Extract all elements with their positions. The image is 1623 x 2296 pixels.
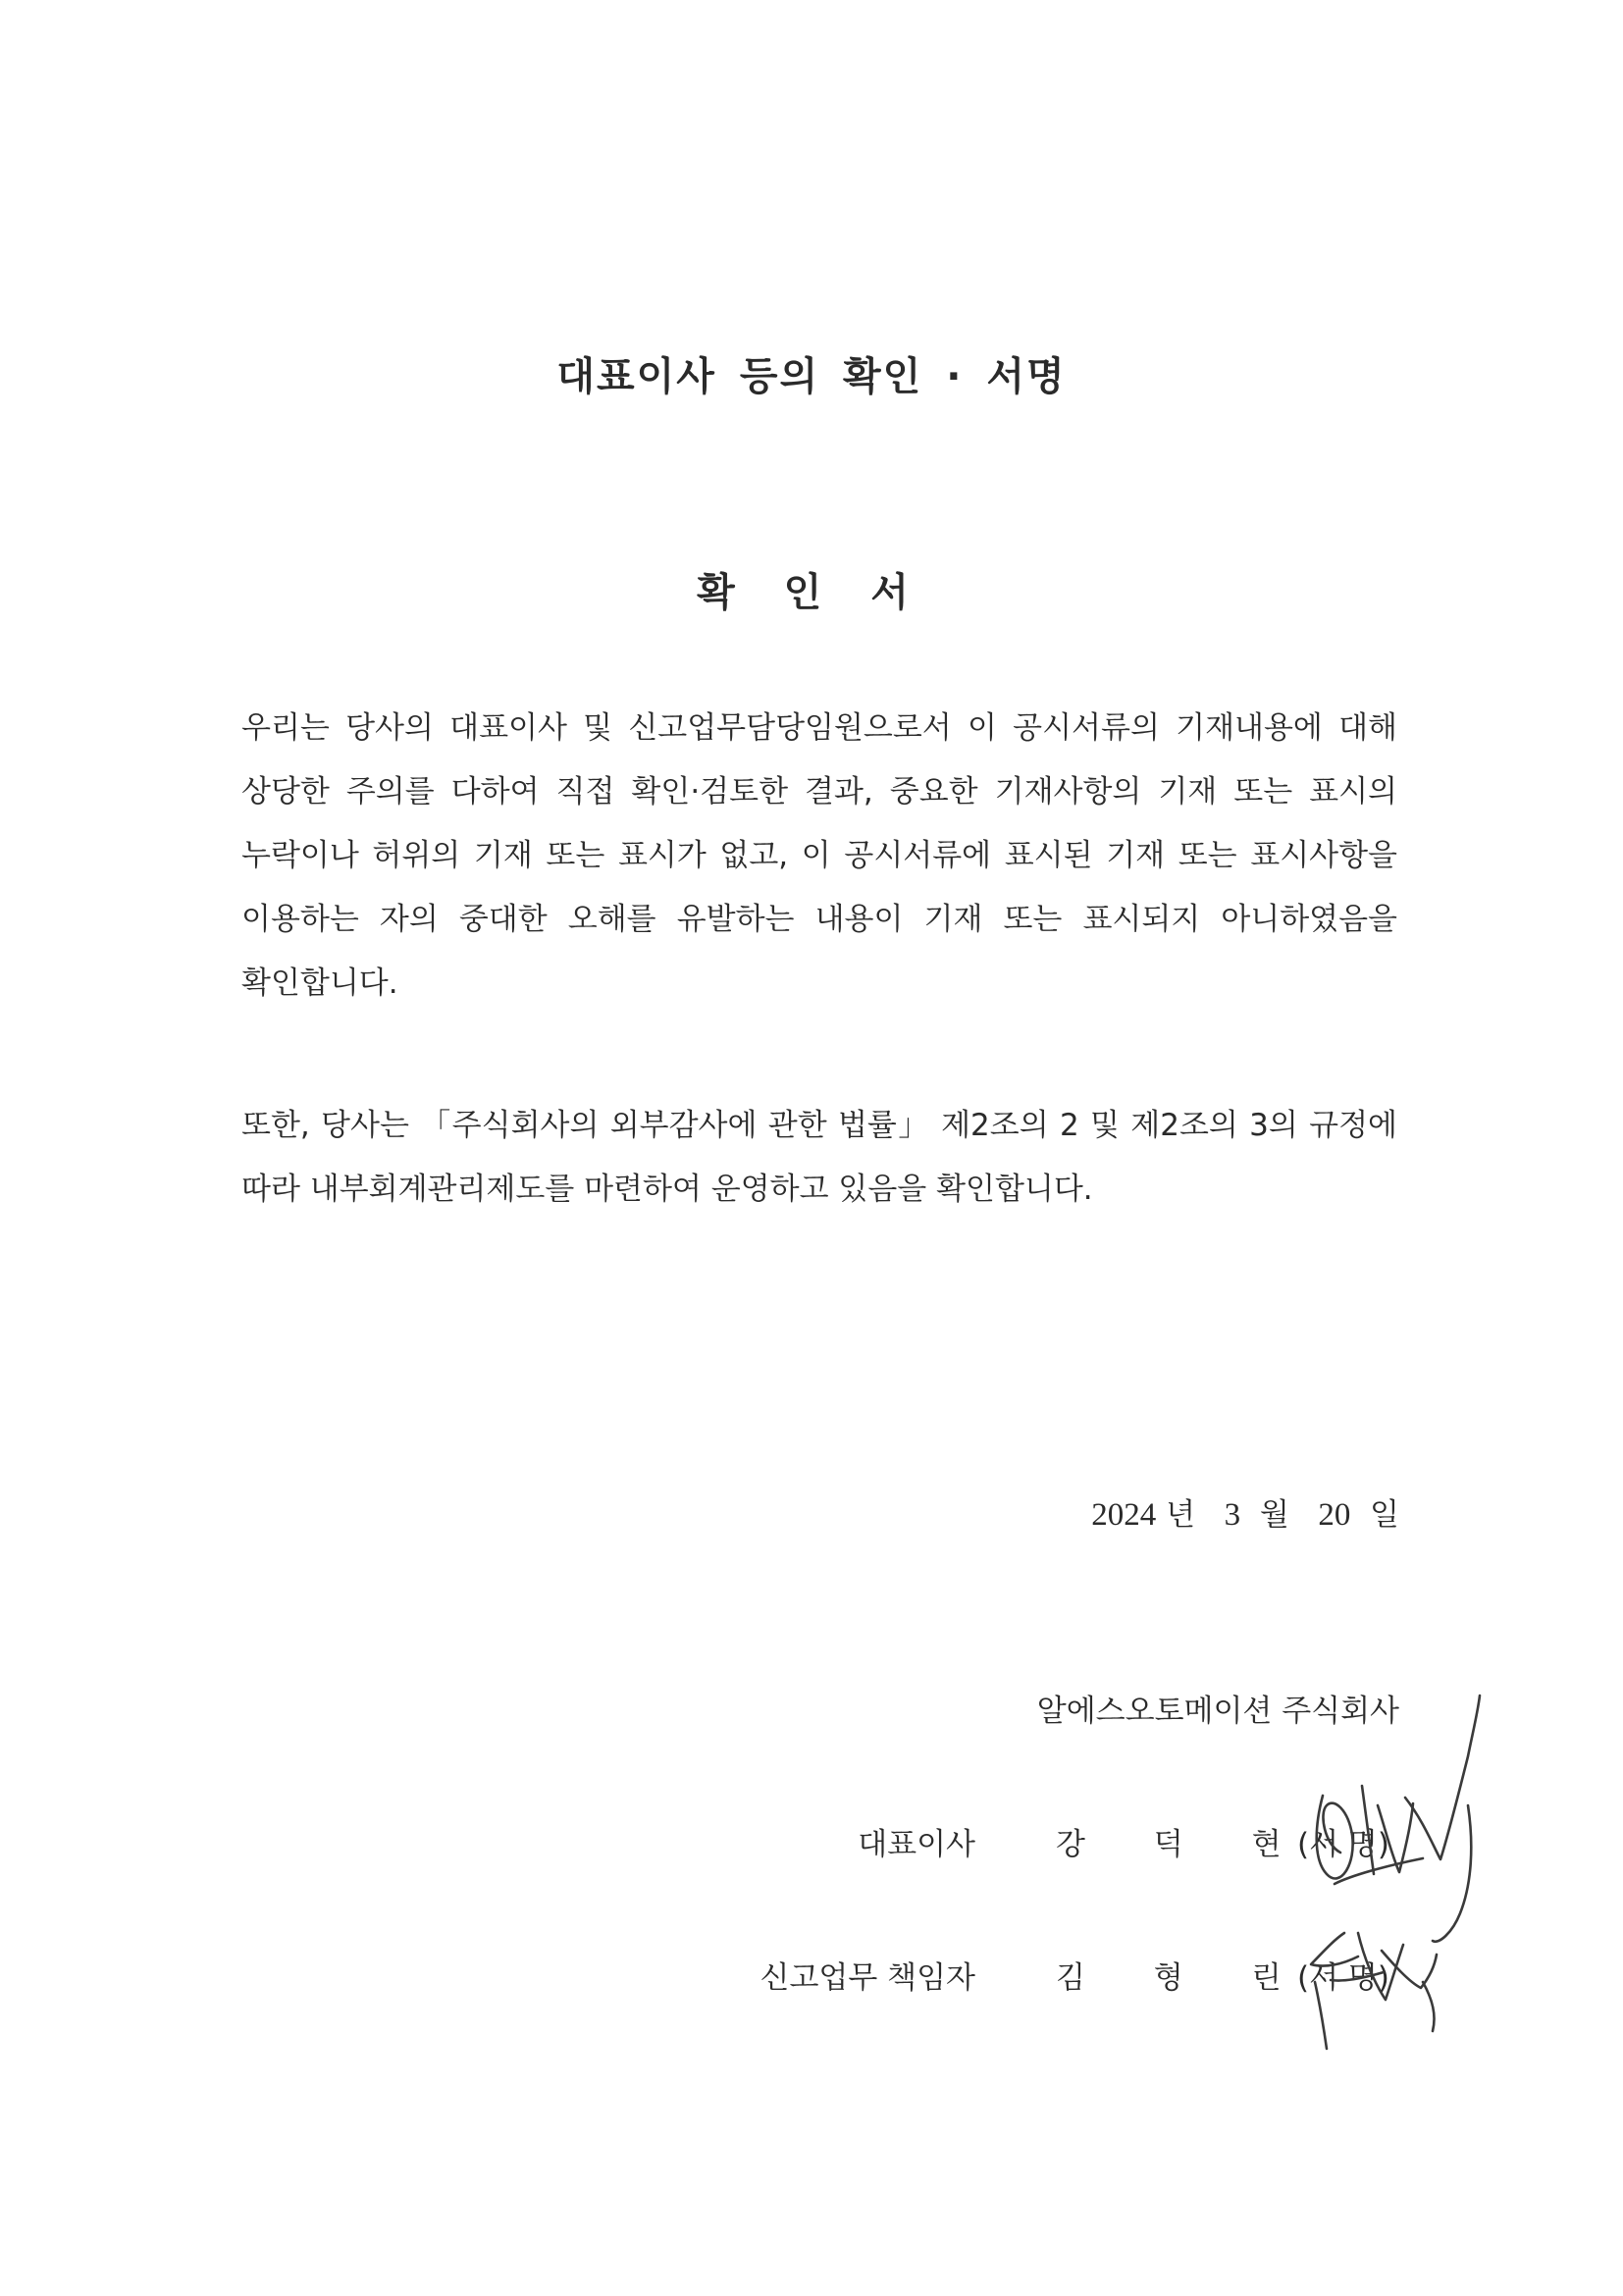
date-day-unit: 일 <box>1370 1497 1399 1533</box>
document-title: 대표이사 등의 확인 · 서명 <box>556 354 1067 399</box>
signature-label: (서 명) <box>1297 1960 1389 1996</box>
date-month-unit: 월 <box>1259 1497 1289 1533</box>
signatory-role: 대표이사 <box>858 1827 975 1862</box>
date-day: 20 <box>1318 1497 1351 1533</box>
date-month: 3 <box>1224 1497 1241 1533</box>
confirmation-paragraph: 우리는 당사의 대표이사 및 신고업무담당임원으로서 이 공시서류의 기재내용에 대해 상당한 주의를 다하여 직접 확인·검토한 결과, 중요한 기재사항의 기재 또는 표시의 누락이나 허위의 기재 또는 표시가 없고, 이 공시서류에 표시된 기재 또는 표시사항을 이용하는 자의 중대한 오해를 유발하는 내용이 기재 또는 표시되지 아니하였음을 확인합니다. <box>241 710 1397 1001</box>
signature-label: (서 명) <box>1297 1827 1389 1862</box>
date-year: 2024 <box>1091 1497 1157 1533</box>
handwritten-signature <box>1276 1688 1501 2061</box>
internal-control-paragraph: 또한, 당사는 「주식회사의 외부감사에 관한 법률」 제2조의 2 및 제2조의 3의 규정에 따라 내부회계관리제도를 마련하여 운영하고 있음을 확인합니다. <box>241 1108 1397 1207</box>
signing-date <box>1091 1489 1399 1534</box>
signatory-name: 강 덕 현 <box>1056 1827 1311 1862</box>
document-subtitle: 확 인 서 <box>697 570 926 615</box>
company-name: 알에스오토메이션 주식회사 <box>1036 1694 1399 1729</box>
signatory-role: 신고업무 책임자 <box>759 1960 975 1996</box>
signatory-name: 김 형 린 <box>1056 1960 1311 1996</box>
date-year-unit: 년 <box>1166 1497 1196 1533</box>
